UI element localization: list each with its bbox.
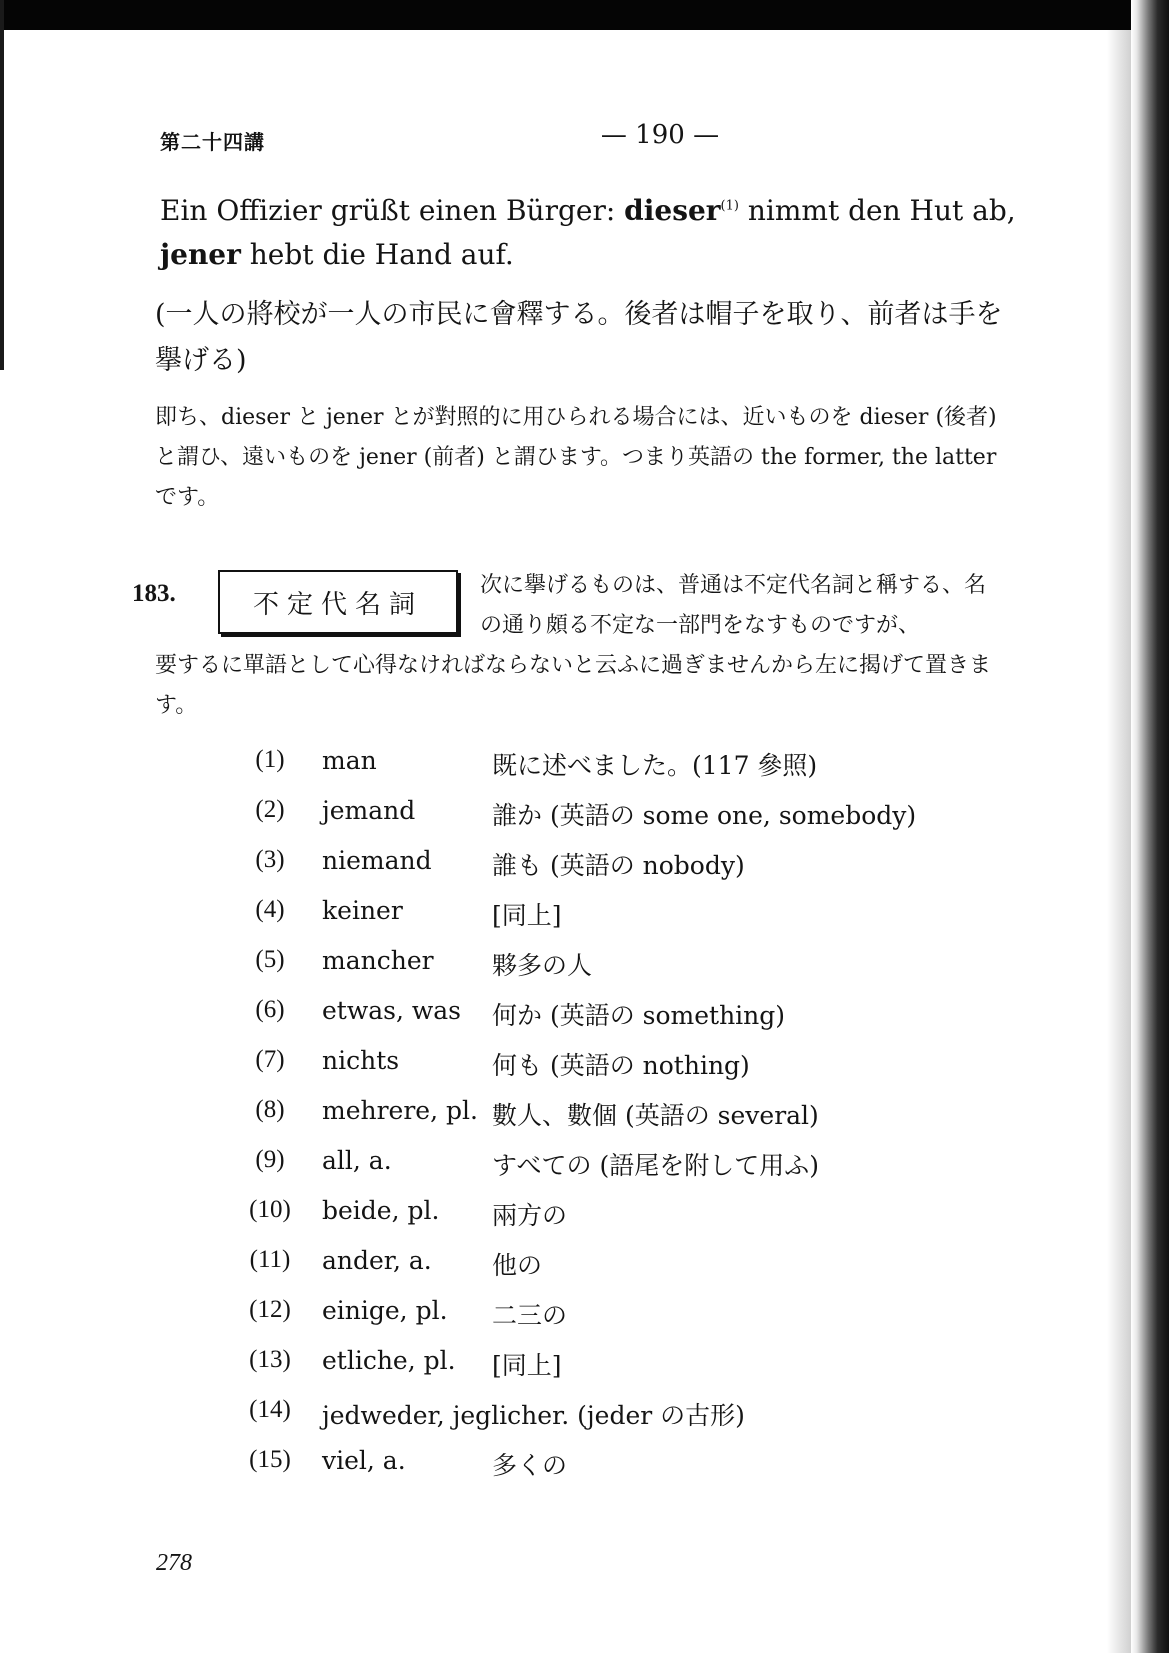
item-word: mehrere, pl.	[322, 1096, 478, 1125]
item-meaning: [同上]	[492, 901, 562, 930]
item-number: (6)	[255, 996, 285, 1023]
section-intro-right: 次に擧げるものは、普通は不定代名詞と稱する、名の通り頗る不定な一部門をなすものですが、	[480, 573, 987, 638]
item-number: (9)	[255, 1146, 285, 1173]
page-number: 278	[156, 1550, 192, 1576]
list-item	[0, 890, 1169, 930]
section-intro-continued: 要するに單語として心得なければならないと云ふに過ぎませんから左に揭げて置きます。	[155, 653, 992, 718]
list-item	[0, 790, 1169, 830]
list-item	[0, 990, 1169, 1030]
item-word: etwas, was	[322, 996, 462, 1025]
item-number: (13)	[249, 1346, 291, 1373]
item-meaning: 多くの	[492, 1451, 568, 1480]
german-text: nimmt den Hut ab,	[738, 194, 1016, 227]
item-meaning: 二三の	[492, 1301, 568, 1330]
item-number: (15)	[249, 1446, 291, 1473]
item-meaning: 夥多の人	[492, 951, 593, 980]
list-item	[0, 1390, 1169, 1430]
item-word: einige, pl.	[322, 1296, 448, 1325]
item-number: (2)	[255, 796, 285, 823]
item-meaning: 既に述べました。(117 參照)	[492, 751, 818, 780]
japanese-translation: (一人の將校が一人の市民に會釋する。後者は帽子を取り、前者は手を擧げる)	[155, 299, 1003, 376]
item-number: (4)	[255, 896, 285, 923]
german-bold-word: dieser	[624, 194, 721, 227]
item-number: (12)	[249, 1296, 291, 1323]
list-item	[0, 840, 1169, 880]
item-meaning: 何も (英語の nothing)	[492, 1051, 750, 1080]
page-header	[160, 120, 1000, 160]
item-number: (1)	[255, 746, 285, 773]
german-sentence-line2	[160, 238, 514, 271]
item-meaning: すべての (語尾を附して用ふ)	[492, 1151, 819, 1180]
list-item	[0, 940, 1169, 980]
explanation-paragraph: 即ち、dieser と jener とが對照的に用ひられる場合には、近いものを dieser (後者) と謂ひ、遠いものを jener (前者) と謂ひます。つまり英語の the former, the latter です。	[155, 405, 997, 510]
list-item	[0, 740, 1169, 780]
item-meaning: 誰か (英語の some one, somebody)	[492, 801, 917, 830]
item-number: (8)	[255, 1096, 285, 1123]
item-number: (5)	[255, 946, 285, 973]
list-item	[0, 1340, 1169, 1380]
list-item	[0, 1090, 1169, 1130]
section-title: 不定代名詞	[252, 589, 423, 620]
list-item	[0, 1140, 1169, 1180]
item-word: all, a.	[322, 1146, 392, 1175]
item-number: (10)	[249, 1196, 291, 1223]
german-bold-word: jener	[160, 238, 241, 271]
section-label: 第二十四講	[160, 130, 265, 154]
item-word: ander, a.	[322, 1246, 432, 1275]
header-page-number: — 190 —	[600, 120, 720, 150]
item-number: (3)	[255, 846, 285, 873]
list-item	[0, 1290, 1169, 1330]
list-item	[0, 1240, 1169, 1280]
item-word: mancher	[322, 946, 434, 975]
german-text: hebt die Hand auf.	[240, 238, 514, 271]
item-word: niemand	[322, 846, 432, 875]
section-number: 183.	[132, 580, 176, 607]
item-word: nichts	[322, 1046, 400, 1075]
item-word: beide, pl.	[322, 1196, 440, 1225]
item-meaning: 何か (英語の something)	[492, 1001, 786, 1030]
item-meaning: 數人、數個 (英語の several)	[492, 1101, 819, 1130]
item-word: keiner	[322, 896, 403, 925]
item-number: (7)	[255, 1046, 285, 1073]
list-item	[0, 1440, 1169, 1480]
item-number: (11)	[249, 1246, 291, 1273]
item-number: (14)	[249, 1396, 291, 1423]
item-meaning: [同上]	[492, 1351, 562, 1380]
section-title-box	[218, 570, 458, 634]
list-item	[0, 1190, 1169, 1230]
scan-border-top	[0, 0, 1169, 30]
german-sentence-line1	[160, 194, 1016, 227]
scan-border-left	[0, 0, 4, 370]
item-word: jemand	[322, 796, 416, 825]
item-word: man	[322, 746, 377, 775]
item-meaning: 兩方の	[492, 1201, 568, 1230]
item-word: etliche, pl.	[322, 1346, 456, 1375]
item-meaning: 誰も (英語の nobody)	[492, 851, 745, 880]
german-text: Ein Offizier grüßt einen Bürger:	[160, 194, 625, 227]
footnote-marker: (1)	[720, 198, 739, 214]
item-word: jedweder, jeglicher. (jeder の古形)	[322, 1401, 745, 1430]
item-word: viel, a.	[322, 1446, 406, 1475]
item-meaning: 他の	[492, 1251, 543, 1280]
list-item	[0, 1040, 1169, 1080]
